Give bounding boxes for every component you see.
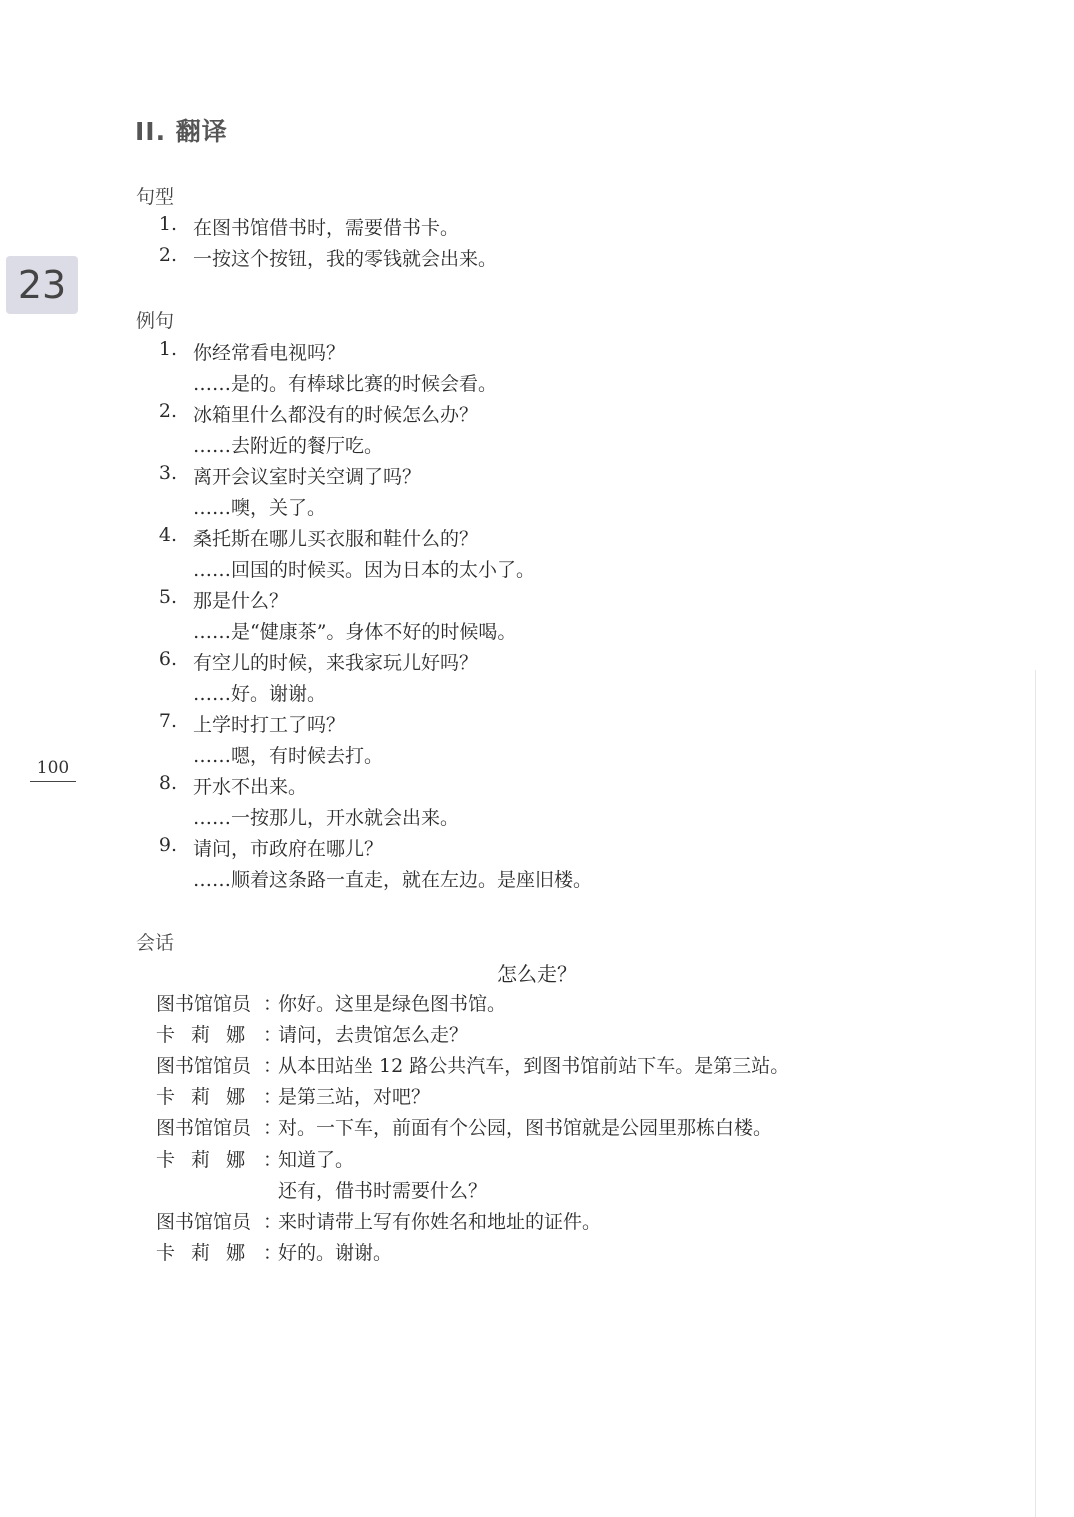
example-question: 上学时打工了吗？	[193, 714, 346, 736]
speaker-colon: ：	[263, 1211, 283, 1233]
dialogue-text: 从本田站坐 12 路公共汽车，到图书馆前站下车。是第三站。	[278, 1055, 790, 1077]
example-answer: ……噢，关了。	[193, 497, 327, 519]
speaker-name: 卡 莉 娜	[156, 1149, 246, 1171]
speaker-name: 图书馆馆员	[156, 1211, 252, 1233]
example-question: 那是什么？	[193, 590, 289, 612]
dialogue-text: 对。一下车，前面有个公园，图书馆就是公园里那栋白楼。	[278, 1117, 773, 1139]
dialogue-text: 知道了。	[278, 1149, 355, 1171]
speaker-colon: ：	[263, 1149, 283, 1171]
speaker-name: 图书馆馆员	[156, 1055, 252, 1077]
dialogue-text: 是第三站，对吧？	[278, 1086, 431, 1108]
speaker-colon: ：	[263, 1117, 283, 1139]
pattern-number: 2.	[158, 244, 177, 266]
speaker-colon: ：	[263, 1055, 283, 1077]
page-number: 100	[30, 758, 76, 782]
example-answer: ……是的。有棒球比赛的时候会看。	[193, 373, 498, 395]
speaker-colon: ：	[263, 993, 283, 1015]
speaker-colon: ：	[263, 1242, 283, 1264]
example-answer: ……是“健康茶”。身体不好的时候喝。	[193, 621, 517, 643]
example-question: 你经常看电视吗？	[193, 342, 346, 364]
example-answer: ……顺着这条路一直走，就在左边。是座旧楼。	[193, 869, 593, 891]
example-number: 7.	[158, 710, 177, 732]
conversation-title	[0, 958, 1074, 987]
speaker-name: 卡 莉 娜	[156, 1024, 246, 1046]
example-answer: ……好。谢谢。	[193, 683, 327, 705]
example-number: 8.	[158, 772, 177, 794]
speaker-name: 卡 莉 娜	[156, 1242, 246, 1264]
example-answer: ……一按那儿，开水就会出来。	[193, 807, 460, 829]
speaker-colon: ：	[263, 1024, 283, 1046]
speaker-name: 图书馆馆员	[156, 1117, 252, 1139]
example-answer: ……去附近的餐厅吃。	[193, 435, 384, 457]
example-answer: ……嗯，有时候去打。	[193, 745, 384, 767]
page-edge-line	[1035, 670, 1036, 1517]
dialogue-text: 还有，借书时需要什么？	[278, 1180, 488, 1202]
example-number: 3.	[158, 462, 177, 484]
pattern-number: 1.	[158, 213, 177, 235]
example-number: 5.	[158, 586, 177, 608]
speaker-name: 卡 莉 娜	[156, 1086, 246, 1108]
example-number: 6.	[158, 648, 177, 670]
lesson-number-tab: 23	[6, 256, 78, 314]
dialogue-text: 你好。这里是绿色图书馆。	[278, 993, 507, 1015]
conversation-title-text: 怎么走？	[497, 962, 577, 986]
examples-heading: 例句	[136, 310, 175, 332]
dialogue-text: 来时请带上写有你姓名和地址的证件。	[278, 1211, 602, 1233]
patterns-heading: 句型	[136, 186, 175, 208]
conversation-heading: 会话	[136, 932, 175, 954]
example-question: 桑托斯在哪儿买衣服和鞋什么的？	[193, 528, 479, 550]
example-number: 4.	[158, 524, 177, 546]
speaker-colon: ：	[263, 1086, 283, 1108]
pattern-sentence: 一按这个按钮，我的零钱就会出来。	[193, 248, 498, 270]
example-question: 离开会议室时关空调了吗？	[193, 466, 422, 488]
example-question: 请问，市政府在哪儿？	[193, 838, 384, 860]
example-question: 冰箱里什么都没有的时候怎么办？	[193, 404, 479, 426]
section-title: II. 翻译	[135, 117, 228, 146]
dialogue-text: 请问，去贵馆怎么走？	[278, 1024, 469, 1046]
example-number: 2.	[158, 400, 177, 422]
pattern-sentence: 在图书馆借书时，需要借书卡。	[193, 217, 460, 239]
example-number: 9.	[158, 834, 177, 856]
example-number: 1.	[158, 338, 177, 360]
example-answer: ……回国的时候买。因为日本的太小了。	[193, 559, 536, 581]
dialogue-text: 好的。谢谢。	[278, 1242, 393, 1264]
example-question: 开水不出来。	[193, 776, 308, 798]
speaker-name: 图书馆馆员	[156, 993, 252, 1015]
example-question: 有空儿的时候，来我家玩儿好吗？	[193, 652, 479, 674]
